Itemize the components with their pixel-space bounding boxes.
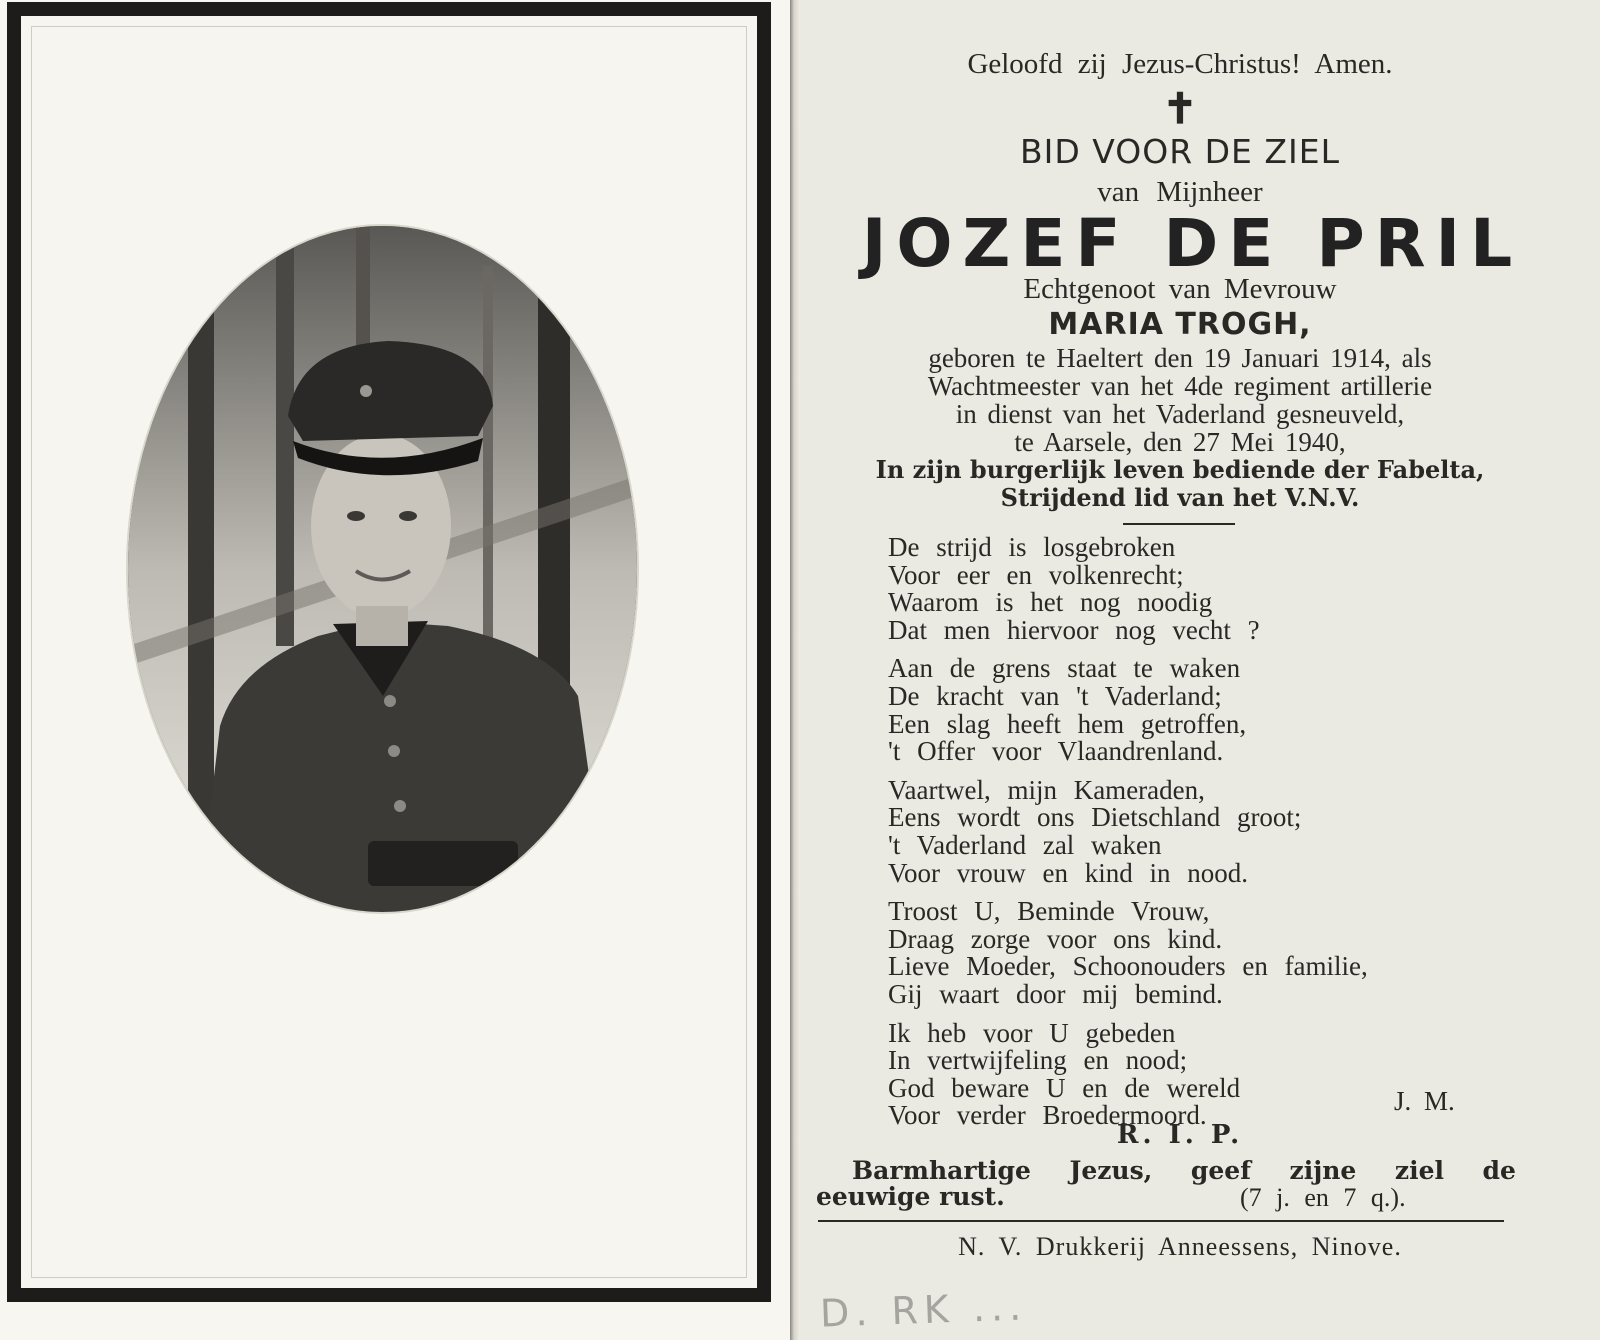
text-panel bbox=[800, 0, 1600, 1340]
biography-line: geboren te Haeltert den 19 Januari 1914, als bbox=[928, 343, 1432, 373]
poem-verse: De kracht van 't Vaderland; bbox=[888, 680, 1222, 711]
poem-stanza bbox=[888, 655, 1548, 765]
spouse-intro: Echtgenoot van Mevrouw bbox=[1023, 273, 1337, 305]
closing-prayer-line bbox=[852, 1156, 1516, 1185]
rip: R. I. P. bbox=[1116, 1120, 1244, 1150]
biography-line: te Aarsele, den 27 Mei 1940, bbox=[1014, 427, 1346, 457]
poem-verse: In vertwijfeling en nood; bbox=[888, 1045, 1188, 1076]
prayer-word: geef bbox=[1190, 1156, 1251, 1185]
poem-stanza bbox=[888, 774, 1548, 888]
biography-line: in dienst van het Vaderland gesneuveld, bbox=[955, 399, 1405, 429]
poem-verse: Voor vrouw en kind in nood. bbox=[888, 857, 1248, 888]
poem-verse: Waarom is het nog noodig bbox=[888, 587, 1213, 618]
civil-life-line: In zijn burgerlijk leven bediende der Fabelta, bbox=[875, 455, 1485, 484]
printer-imprint: N. V. Drukkerij Anneessens, Ninove. bbox=[958, 1232, 1402, 1261]
poem-verse: 't Vaderland zal waken bbox=[888, 829, 1162, 860]
poem-verse: Gij waart door mij bemind. bbox=[888, 978, 1223, 1009]
pencil-annotation: D. RK ... bbox=[819, 1284, 1028, 1336]
soldier-portrait-image bbox=[128, 226, 637, 912]
poem-verse: 't Offer voor Vlaandrenland. bbox=[888, 736, 1224, 767]
prayer-word: zijne bbox=[1289, 1156, 1357, 1185]
honorific: van Mijnheer bbox=[1097, 176, 1263, 208]
prayer-word: Barmhartige bbox=[852, 1156, 1031, 1185]
prayer-word: ziel bbox=[1394, 1156, 1444, 1185]
biography-line: Wachtmeester van het 4de regiment artillerie bbox=[927, 371, 1433, 401]
prayer-word: de bbox=[1482, 1156, 1516, 1185]
poem-verse: Een slag heeft hem getroffen, bbox=[888, 708, 1247, 739]
poem-verse: God beware U en de wereld bbox=[888, 1072, 1241, 1103]
poem-verse: Voor eer en volkenrecht; bbox=[888, 559, 1184, 590]
poem-verse: Aan de grens staat te waken bbox=[888, 653, 1241, 684]
portrait-photo bbox=[128, 226, 637, 912]
poem-verse: Lieve Moeder, Schoonouders en familie, bbox=[888, 951, 1368, 982]
poem-stanza bbox=[888, 534, 1548, 644]
poem-verse: De strijd is losgebroken bbox=[888, 532, 1176, 562]
divider bbox=[818, 1220, 1504, 1222]
poem-verse: Ik heb voor U gebeden bbox=[888, 1017, 1176, 1048]
deceased-name: JOZEF DE PRIL bbox=[861, 205, 1523, 282]
invocation: Geloofd zij Jezus-Christus! Amen. bbox=[967, 48, 1393, 80]
prayer-word: Jezus, bbox=[1069, 1156, 1153, 1185]
poem-verse: Voor verder Broedermoord. bbox=[888, 1100, 1207, 1131]
poem-verse: Troost U, Beminde Vrouw, bbox=[888, 896, 1210, 927]
poem bbox=[888, 534, 1548, 1141]
poem-author: J. M. bbox=[1394, 1086, 1455, 1116]
poem-verse: Eens wordt ons Dietschland groot; bbox=[888, 802, 1302, 833]
card-fold bbox=[790, 0, 800, 1340]
poem-verse: Dat men hiervoor nog vecht ? bbox=[888, 614, 1260, 645]
poem-verse: Draag zorge voor ons kind. bbox=[888, 923, 1223, 954]
spouse-name: MARIA TROGH, bbox=[1048, 307, 1312, 342]
divider bbox=[1123, 523, 1235, 525]
closing-prayer-line: eeuwige rust. bbox=[816, 1182, 1005, 1211]
civil-life-line: Strijdend lid van het V.N.V. bbox=[1000, 483, 1360, 512]
poem-stanza bbox=[888, 898, 1548, 1008]
poem-verse: Vaartwel, mijn Kameraden, bbox=[888, 774, 1205, 805]
cross-icon: ✝ bbox=[1162, 87, 1198, 133]
indulgence-note: (7 j. en 7 q.). bbox=[1240, 1183, 1406, 1212]
prayer-heading: BID VOOR DE ZIEL bbox=[1020, 132, 1340, 171]
photo-panel bbox=[0, 0, 792, 1340]
